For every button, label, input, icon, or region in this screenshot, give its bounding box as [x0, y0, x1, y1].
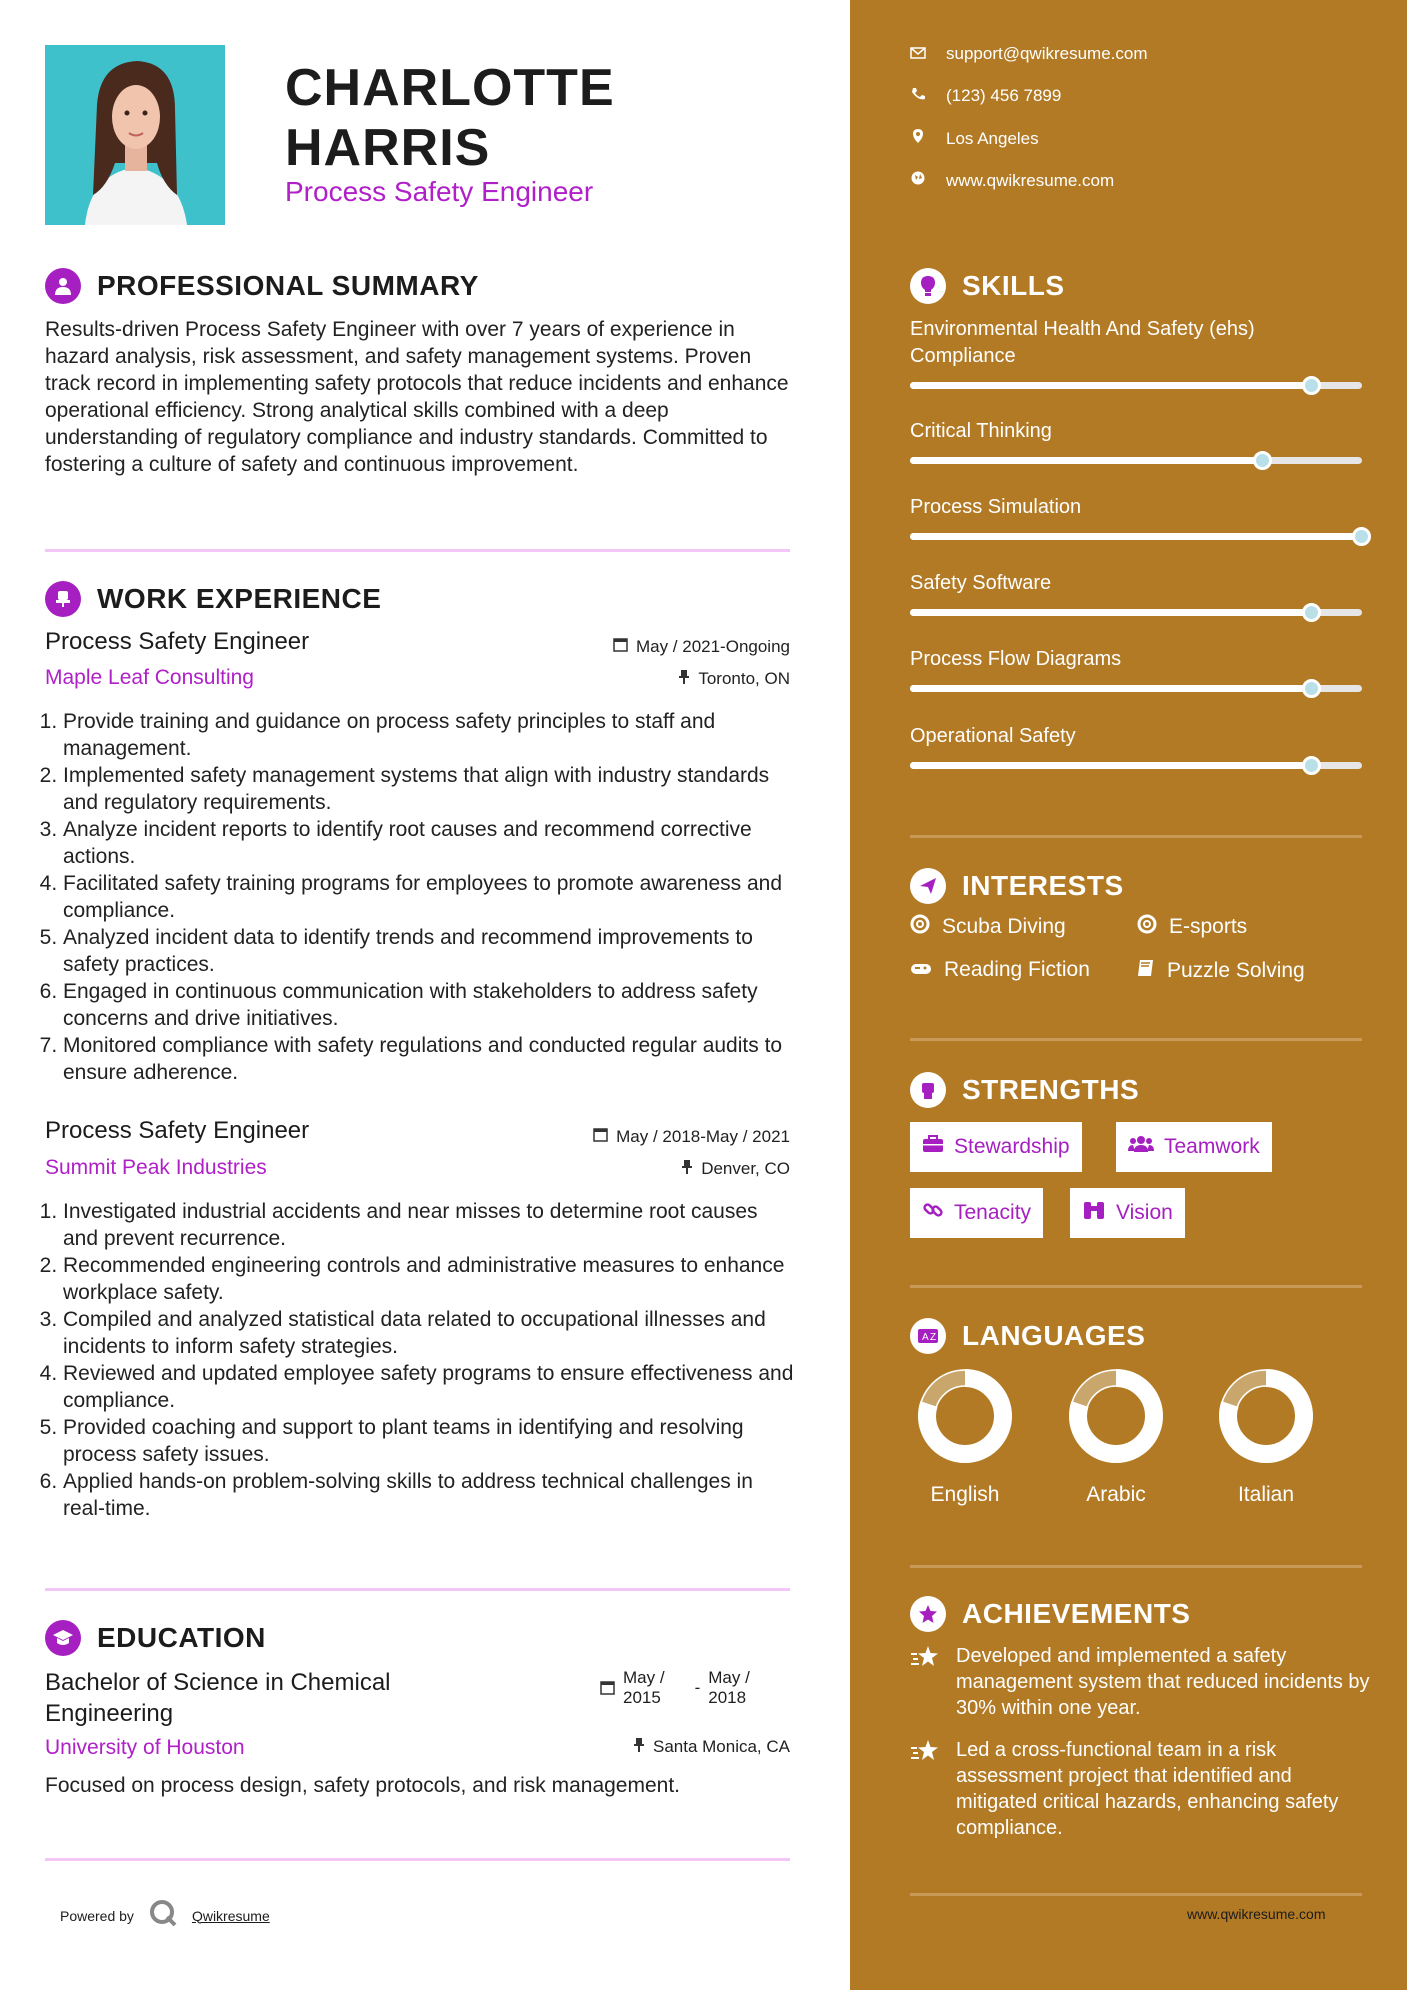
language-label: Arabic — [1086, 1483, 1146, 1506]
skills-header — [910, 268, 1065, 304]
list-item: 4. Facilitated safety training programs for employees to promote awareness and compliance. — [63, 870, 795, 924]
contact-website — [910, 170, 1114, 191]
section-divider — [45, 549, 790, 552]
list-item: 4. Reviewed and updated employee safety programs to ensure effectiveness and compliance. — [63, 1360, 795, 1414]
achievements-title: ACHIEVEMENTS — [962, 1598, 1191, 1629]
strengths-title: STRENGTHS — [962, 1074, 1140, 1105]
education-dates — [600, 1668, 750, 1708]
skill-bar-knob — [1302, 679, 1321, 698]
location-pin-icon — [910, 128, 926, 149]
list-item: 7. Monitored compliance with safety regulations and conducted regular audits to ensure adherence. — [63, 1032, 795, 1086]
skill-name: Process Flow Diagrams — [910, 648, 1122, 670]
education-header — [45, 1620, 266, 1656]
company-name: Maple Leaf Consulting — [45, 666, 254, 689]
list-item: 3. Analyze incident reports to identify root causes and recommend corrective actions. — [63, 816, 795, 870]
graduation-icon — [45, 1620, 81, 1656]
pin-icon — [678, 669, 690, 689]
list-item: 6. Engaged in continuous communication with stakeholders to address safety concerns and drive initiatives. — [63, 978, 795, 1032]
summary-text: Results-driven Process Safety Engineer with over 7 years of experience in hazard analysis, risk assessment, and safety management systems. Proven track record in implementing safety protocols that reduce incidents and enhance operational efficiency. Strong analytical skills combined with a deep understanding of regulatory compliance and industry standards. Committed to fostering a culture of safety and continuous improvement. — [45, 318, 789, 476]
office-chair-icon — [45, 581, 81, 617]
skill-bar-knob — [1253, 451, 1272, 470]
contact-location — [910, 128, 1039, 149]
job-title: Process Safety Engineer — [45, 1117, 310, 1144]
job-location — [500, 669, 790, 689]
book-icon — [1137, 958, 1155, 984]
life-ring-icon — [910, 914, 930, 940]
section-divider — [45, 1858, 790, 1861]
language-item — [1206, 1368, 1326, 1507]
interest-label: Reading Fiction — [944, 958, 1090, 981]
interest-label: Scuba Diving — [942, 915, 1066, 938]
skill-name: Operational Safety — [910, 725, 1076, 747]
education-location-text: Santa Monica, CA — [652, 1737, 790, 1756]
star-badge-icon — [910, 1596, 946, 1632]
job-dates-text: May / 2021-Ongoing — [635, 637, 790, 656]
svg-text:A: A — [922, 1332, 929, 1343]
job-location-text: Denver, CO — [701, 1159, 790, 1178]
strength-tag — [1116, 1122, 1272, 1172]
list-item: 1. Investigated industrial accidents and near misses to determine root causes and prevent recurrence. — [63, 1198, 795, 1252]
interest-label: Puzzle Solving — [1167, 959, 1305, 982]
date-part: 2018 — [708, 1688, 747, 1707]
achievements-header — [910, 1596, 1190, 1632]
contact-email — [910, 44, 1148, 64]
phone-icon — [910, 86, 926, 106]
skill-item — [910, 723, 1362, 769]
summary-header — [45, 268, 479, 304]
skill-bar-knob — [1302, 376, 1321, 395]
star-icon — [910, 1645, 942, 1721]
donut-outline — [1086, 1386, 1146, 1446]
svg-text:Z: Z — [930, 1332, 937, 1343]
users-icon — [1128, 1135, 1154, 1159]
languages-header — [910, 1318, 1145, 1354]
name-last: HARRIS — [285, 119, 491, 177]
fist-icon — [910, 1072, 946, 1108]
candidate-name — [285, 58, 615, 178]
interest-item — [910, 914, 1066, 940]
skill-bar-knob — [1352, 527, 1371, 546]
education-location — [500, 1737, 790, 1757]
phone-text: (123) 456 7899 — [946, 86, 1062, 105]
donut-outline — [935, 1386, 995, 1446]
skill-name: Environmental Health And Safety (ehs) Compliance — [910, 318, 1255, 367]
user-icon — [45, 268, 81, 304]
section-divider — [910, 835, 1362, 838]
skill-bar — [910, 533, 1362, 540]
job-dates — [500, 1127, 790, 1147]
skill-bar-fill — [910, 685, 1312, 692]
skill-item — [910, 316, 1362, 389]
job-role: Process Safety Engineer — [285, 176, 594, 207]
language-label: English — [930, 1483, 1000, 1506]
link-icon — [922, 1199, 944, 1227]
skill-bar-fill — [910, 382, 1312, 389]
company-name: Summit Peak Industries — [45, 1156, 267, 1179]
achievement-item — [910, 1737, 1370, 1841]
degree-name — [45, 1667, 391, 1729]
degree-line: Engineering — [45, 1700, 174, 1727]
job-location — [500, 1159, 790, 1179]
education-description: Focused on process design, safety protocols, and risk management. — [45, 1774, 681, 1797]
strengths-header — [910, 1072, 1139, 1108]
skills-title: SKILLS — [962, 270, 1065, 301]
strength-tag — [1070, 1188, 1185, 1238]
binoculars-icon — [1082, 1200, 1106, 1226]
qwikresume-logo-icon — [148, 1898, 178, 1933]
strength-tag — [910, 1122, 1082, 1172]
date-part: May / — [623, 1668, 665, 1687]
date-part: May / — [708, 1668, 750, 1687]
language-icon — [910, 1318, 946, 1354]
language-item — [905, 1368, 1025, 1507]
language-donut — [1056, 1368, 1176, 1478]
star-icon — [910, 1739, 942, 1841]
calendar-icon — [593, 1127, 608, 1147]
name-first: CHARLOTTE — [285, 59, 615, 117]
briefcase-icon — [922, 1135, 944, 1159]
powered-by — [60, 1898, 270, 1933]
sidebar — [850, 0, 1407, 1990]
language-item — [1056, 1368, 1176, 1507]
job-responsibilities — [45, 1198, 795, 1522]
degree-line: Bachelor of Science in Chemical — [45, 1669, 391, 1696]
job-location-text: Toronto, ON — [698, 669, 790, 688]
skill-bar-fill — [910, 457, 1263, 464]
school-name: University of Houston — [45, 1736, 245, 1759]
interests-title: INTERESTS — [962, 870, 1124, 901]
email-text: support@qwikresume.com — [946, 44, 1148, 63]
skill-bar-fill — [910, 609, 1312, 616]
strength-tag — [910, 1188, 1043, 1238]
paper-plane-icon — [910, 868, 946, 904]
job-dates — [500, 637, 790, 657]
skill-item — [910, 570, 1362, 616]
list-item: 5. Analyzed incident data to identify trends and recommend improvements to safety practices. — [63, 924, 795, 978]
list-item: 2. Recommended engineering controls and administrative measures to enhance workplace safety. — [63, 1252, 795, 1306]
calendar-icon — [600, 1680, 615, 1700]
achievement-item — [910, 1643, 1370, 1721]
list-item: 2. Implemented safety management systems that align with industry standards and regulatory requirements. — [63, 762, 795, 816]
education-title: EDUCATION — [97, 1622, 266, 1653]
list-item: 3. Compiled and analyzed statistical data related to occupational illnesses and incidents to inform safety strategies. — [63, 1306, 795, 1360]
skill-item — [910, 646, 1362, 692]
skill-bar — [910, 382, 1362, 389]
skill-name: Critical Thinking — [910, 420, 1052, 442]
skill-item — [910, 494, 1362, 540]
section-divider — [910, 1893, 1362, 1896]
profile-photo — [45, 45, 225, 225]
powered-by-label: Powered by — [60, 1907, 134, 1924]
contact-phone — [910, 86, 1061, 106]
pin-icon — [681, 1159, 693, 1179]
achievement-text: Developed and implemented a safety management system that reduced incidents by 30% within one year. — [956, 1645, 1370, 1719]
strength-label: Teamwork — [1164, 1135, 1260, 1158]
interest-label: E-sports — [1169, 915, 1248, 938]
skill-bar — [910, 685, 1362, 692]
skill-bar-fill — [910, 533, 1362, 540]
section-divider — [45, 1588, 790, 1591]
website-text[interactable]: www.qwikresume.com — [946, 170, 1115, 190]
section-divider — [910, 1038, 1362, 1041]
footer-website[interactable]: www.qwikresume.com — [1187, 1906, 1326, 1922]
skill-name: Safety Software — [910, 572, 1052, 594]
globe-icon — [910, 170, 926, 191]
language-label: Italian — [1237, 1483, 1295, 1506]
qwikresume-link[interactable]: Qwikresume — [191, 1907, 270, 1924]
calendar-icon — [613, 637, 628, 657]
skill-bar-fill — [910, 762, 1312, 769]
list-item: 5. Provided coaching and support to plant teams in identifying and resolving process safety issues. — [63, 1414, 795, 1468]
skill-bar-knob — [1302, 603, 1321, 622]
interest-item — [910, 958, 1090, 982]
skill-bar — [910, 609, 1362, 616]
job-title: Process Safety Engineer — [45, 628, 310, 655]
date-separator: - — [694, 1678, 701, 1697]
skill-item — [910, 418, 1362, 464]
envelope-icon — [910, 44, 926, 64]
experience-title: WORK EXPERIENCE — [97, 583, 382, 614]
language-donut — [1206, 1368, 1326, 1478]
education-start — [623, 1668, 665, 1708]
skill-bar — [910, 457, 1362, 464]
summary-title: PROFESSIONAL SUMMARY — [97, 270, 479, 301]
strength-label: Vision — [1116, 1201, 1173, 1224]
skill-bar-knob — [1302, 756, 1321, 775]
location-text: Los Angeles — [946, 128, 1039, 148]
strength-label: Tenacity — [954, 1201, 1032, 1224]
languages-title: LANGUAGES — [962, 1320, 1146, 1351]
education-end — [708, 1668, 750, 1708]
skill-bar — [910, 762, 1362, 769]
list-item: 1. Provide training and guidance on process safety principles to staff and management. — [63, 708, 795, 762]
skill-name: Process Simulation — [910, 496, 1082, 518]
language-donut — [905, 1368, 1025, 1478]
achievement-text: Led a cross-functional team in a risk assessment project that identified and mitigated critical hazards, enhancing safety compliance. — [956, 1739, 1339, 1839]
life-ring-icon — [1137, 914, 1157, 940]
list-item: 6. Applied hands-on problem-solving skills to address technical challenges in real-time. — [63, 1468, 795, 1522]
job-dates-text: May / 2018-May / 2021 — [616, 1127, 790, 1146]
donut-outline — [1236, 1386, 1296, 1446]
interest-item — [1137, 958, 1305, 984]
interests-header — [910, 868, 1124, 904]
section-divider — [910, 1565, 1362, 1568]
lightbulb-icon — [910, 268, 946, 304]
date-part: 2015 — [623, 1688, 661, 1707]
pin-icon — [633, 1737, 645, 1757]
strength-label: Stewardship — [954, 1135, 1070, 1158]
gamepad-icon — [910, 958, 932, 982]
job-responsibilities — [45, 708, 795, 1086]
section-divider — [910, 1285, 1362, 1288]
experience-header — [45, 581, 381, 617]
interest-item — [1137, 914, 1247, 940]
